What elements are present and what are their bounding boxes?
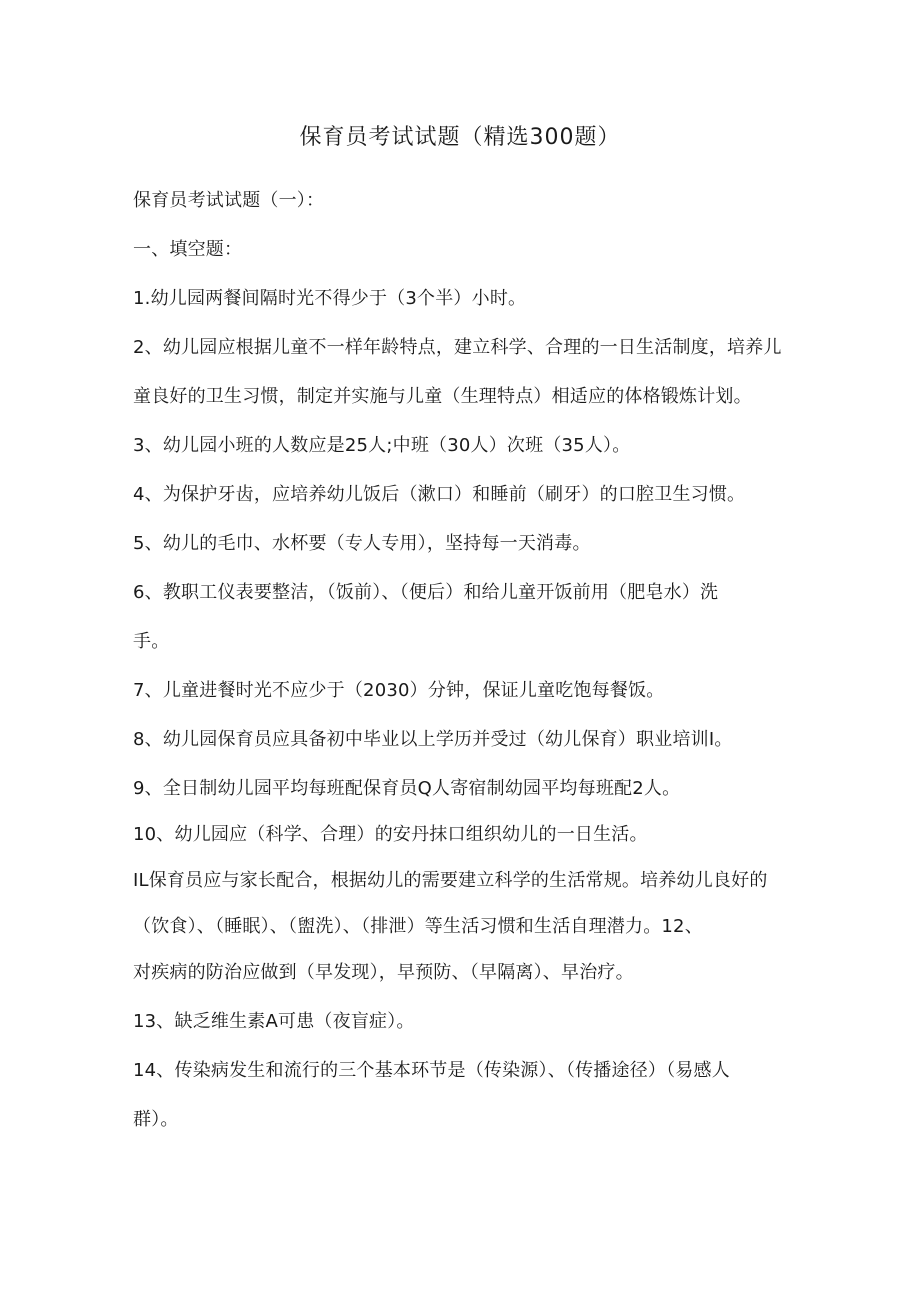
- document-body: [133, 186, 793, 1154]
- question-line: 14、传染病发生和流行的三个基本环节是（传染源）、（传播途径）（易感人: [133, 1060, 730, 1081]
- question-line: 2、幼儿园应根据儿童不一样年龄特点，建立科学、合理的一日生活制度，培养儿: [133, 337, 782, 358]
- question-line: 13、缺乏维生素A可患（夜盲症）。: [133, 1011, 415, 1032]
- document-title: 保育员考试试题（精选300题）: [299, 125, 621, 150]
- question-line: 1.幼儿园两餐间隔时光不得少于（3个半）小时。: [133, 288, 527, 309]
- question-line: 6、教职工仪表要整洁，（饭前）、（便后）和给儿童开饭前用（肥皂水）洗: [133, 582, 719, 603]
- question-line: IL保育员应与家长配合，根据幼儿的需要建立科学的生活常规。培养幼儿良好的: [133, 870, 768, 891]
- question-line: 5、幼儿的毛巾、水杯要（专人专用），坚持每一天消毒。: [133, 533, 591, 554]
- question-line: 9、全日制幼儿园平均每班配保育员Q人寄宿制幼园平均每班配2人。: [133, 778, 681, 799]
- question-line: 童良好的卫生习惯，制定并实施与儿童（生理特点）相适应的体格锻炼计划。: [133, 386, 752, 407]
- section-heading: 保育员考试试题（一）：: [133, 190, 325, 211]
- question-line: 4、为保护牙齿，应培养幼儿饭后（漱口）和睡前（刷牙）的口腔卫生习惯。: [133, 484, 746, 505]
- question-line: 8、幼儿园保育员应具备初中毕业以上学历并受过（幼儿保育）职业培训I。: [133, 729, 733, 750]
- question-line: 手。: [133, 631, 170, 652]
- question-line: 10、幼儿园应（科学、合理）的安丹抹口组织幼儿的一日生活。: [133, 824, 648, 845]
- question-line: 对疾病的防治应做到（早发现），早预防、（早隔离）、早治疗。: [133, 962, 634, 983]
- question-line: 3、幼儿园小班的人数应是25人;中班（30人）次班（35人）。: [133, 435, 631, 456]
- question-line: 群）。: [133, 1109, 179, 1130]
- question-line: （饮食）、（睡眠）、（盥洗）、（排泄）等生活习惯和生活自理潜力。12、: [133, 916, 703, 937]
- question-line: 7、儿童进餐时光不应少于（2030）分钟，保证儿童吃饱每餐饭。: [133, 680, 665, 701]
- subsection-heading: 一、填空题：: [133, 239, 243, 260]
